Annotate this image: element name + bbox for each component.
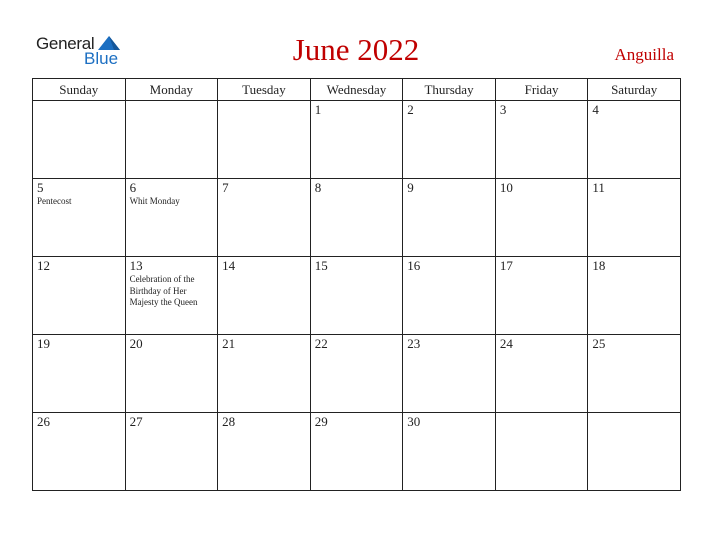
page-title: June 2022: [292, 32, 420, 67]
day-number: 8: [314, 180, 322, 195]
day-cell: [310, 179, 403, 257]
weekday-header: Saturday: [588, 79, 681, 101]
day-cell: [218, 257, 311, 335]
day-number: 19: [37, 336, 50, 351]
holiday-label: Pentecost: [37, 196, 72, 206]
day-number: 11: [592, 180, 605, 195]
day-cell: [588, 101, 681, 179]
day-number: 18: [592, 258, 606, 273]
day-cell: [403, 413, 496, 491]
day-number: 16: [407, 258, 421, 273]
day-number: 23: [407, 336, 421, 351]
day-cell: [403, 179, 496, 257]
week-row: [33, 179, 681, 257]
week-row: [33, 335, 681, 413]
weekday-header-row: [33, 79, 681, 101]
day-number: 25: [592, 336, 606, 351]
day-number: [33, 101, 125, 102]
day-cell: [33, 413, 126, 491]
weekday-header: Tuesday: [218, 79, 311, 101]
day-cell: [218, 179, 311, 257]
weekday-header: Friday: [495, 79, 588, 101]
day-number: 14: [222, 258, 236, 273]
brand-blue-text: Blue: [84, 49, 119, 68]
day-number: 29: [314, 414, 328, 429]
day-number: [218, 101, 310, 102]
day-cell: [495, 101, 588, 179]
day-number: 1: [314, 102, 322, 117]
day-cell: [495, 179, 588, 257]
holiday-label: Celebration of the Birthday of Her Majesty the Queen: [129, 274, 198, 307]
day-cell: [33, 335, 126, 413]
day-cell: [403, 257, 496, 335]
day-cell: [310, 101, 403, 179]
country-label: Anguilla: [614, 45, 674, 64]
day-number: [496, 413, 588, 414]
day-cell: [125, 101, 218, 179]
weekday-header: Monday: [125, 79, 218, 101]
week-row: [33, 413, 681, 491]
weekday-header: Wednesday: [310, 79, 403, 101]
day-cell: [310, 335, 403, 413]
day-number: [126, 101, 218, 102]
day-number: 2: [407, 102, 414, 117]
day-cell: [495, 257, 588, 335]
day-number: 12: [37, 258, 50, 273]
day-cell: [403, 101, 496, 179]
day-number: 13: [129, 258, 143, 273]
day-cell: [218, 335, 311, 413]
day-cell: [33, 257, 126, 335]
day-number: 24: [499, 336, 513, 351]
week-row: [33, 101, 681, 179]
calendar-body: [33, 101, 681, 491]
holiday-label: Whit Monday: [129, 196, 180, 206]
day-number: 21: [222, 336, 236, 351]
day-number: [588, 413, 680, 414]
day-cell: [310, 413, 403, 491]
brand-general-text: General: [36, 34, 95, 53]
day-number: 5: [37, 180, 44, 195]
day-number: 7: [222, 180, 229, 195]
weekday-header: Sunday: [33, 79, 126, 101]
day-number: 10: [499, 180, 513, 195]
day-cell: [588, 335, 681, 413]
day-cell: [403, 335, 496, 413]
day-cell: [588, 413, 681, 491]
day-cell: [310, 257, 403, 335]
week-row: [33, 257, 681, 335]
day-number: 6: [129, 180, 137, 195]
day-number: 28: [222, 414, 236, 429]
day-number: 22: [314, 336, 328, 351]
day-number: 20: [129, 336, 143, 351]
day-number: 27: [129, 414, 143, 429]
day-cell: [125, 335, 218, 413]
weekday-header: Thursday: [403, 79, 496, 101]
day-cell: [495, 413, 588, 491]
day-cell: [125, 257, 218, 335]
day-number: 15: [314, 258, 328, 273]
day-cell: [588, 257, 681, 335]
day-cell: [218, 413, 311, 491]
day-cell: [495, 335, 588, 413]
day-cell: [33, 179, 126, 257]
day-number: 9: [407, 180, 414, 195]
day-cell: [125, 413, 218, 491]
day-cell: [588, 179, 681, 257]
day-number: 3: [499, 102, 507, 117]
calendar-grid: [32, 78, 681, 491]
day-number: 30: [407, 414, 421, 429]
day-cell: [33, 101, 126, 179]
day-number: 26: [37, 414, 50, 429]
day-cell: [218, 101, 311, 179]
day-number: 17: [499, 258, 513, 273]
day-number: 4: [592, 102, 599, 117]
day-cell: [125, 179, 218, 257]
